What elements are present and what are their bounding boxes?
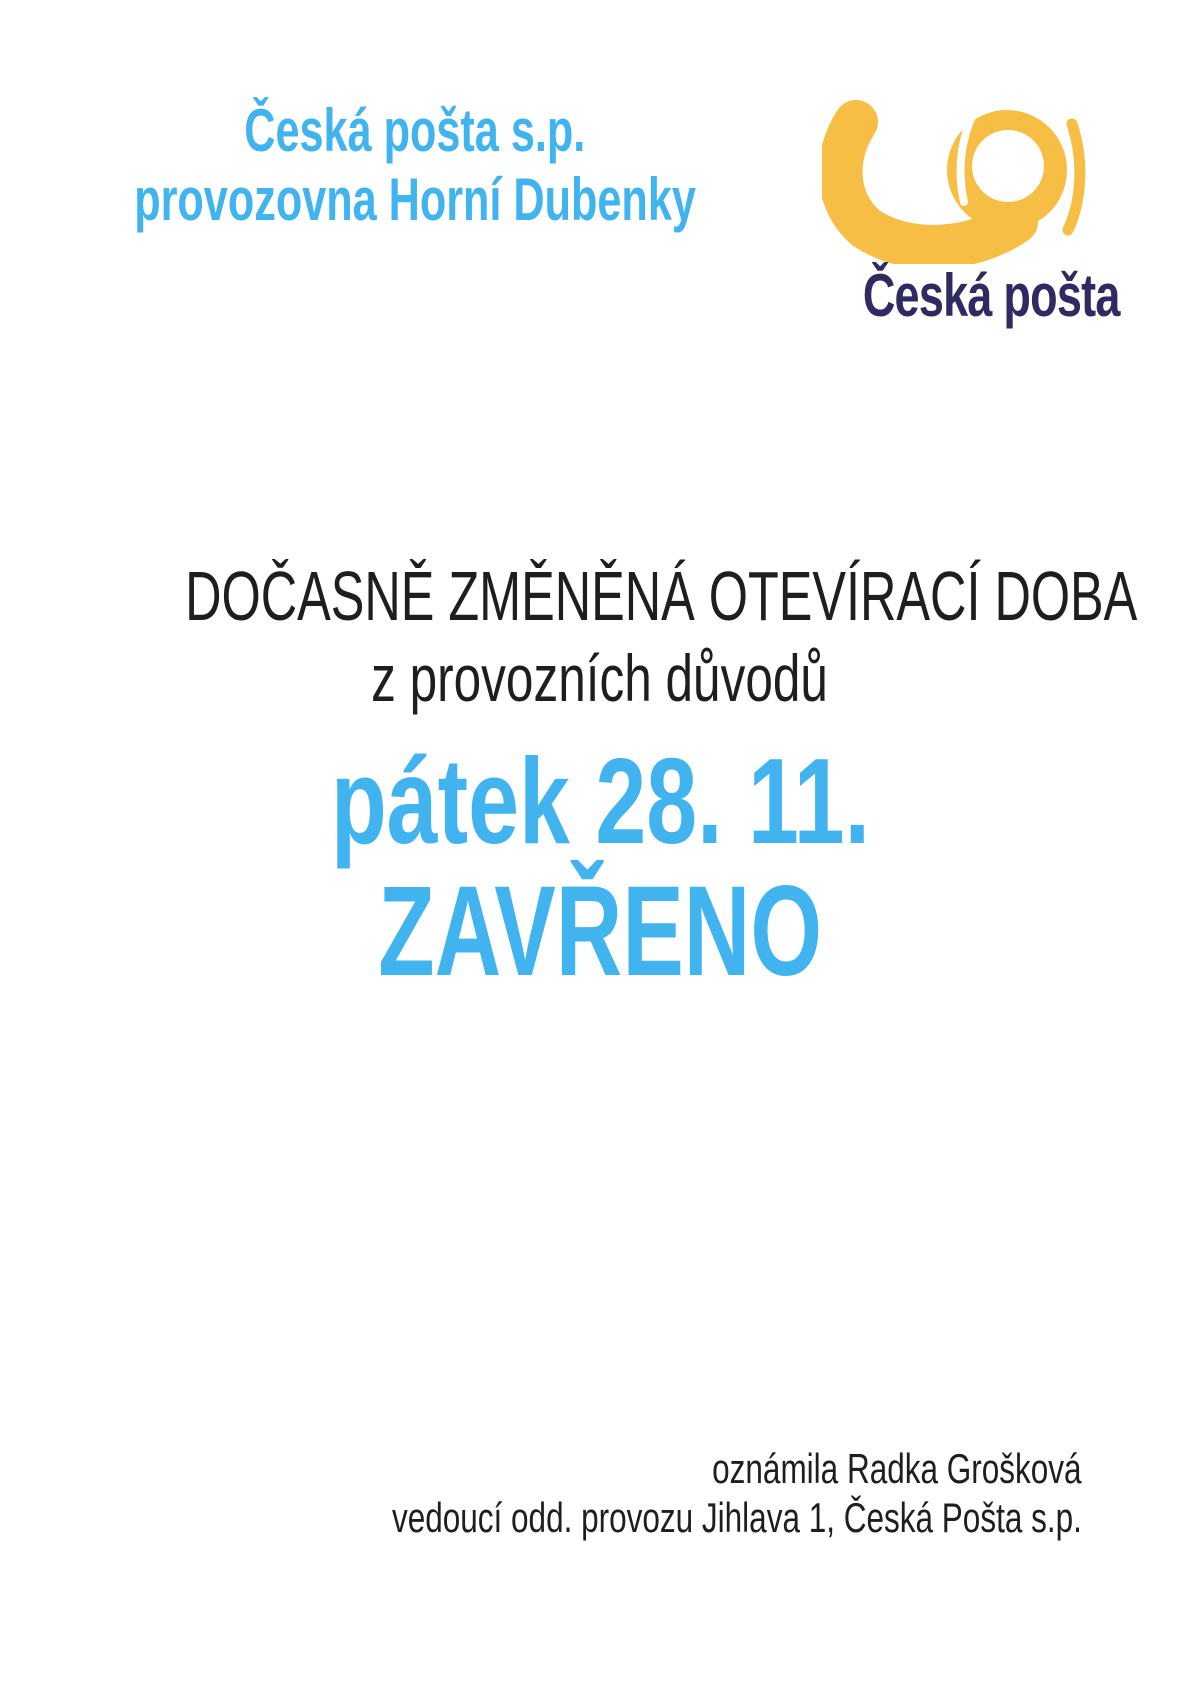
notice-heading: DOČASNĚ ZMĚNĚNÁ OTEVÍRACÍ DOBA: [185, 557, 1138, 635]
notice-subheading: z provozních důvodů: [371, 641, 829, 715]
post-horn-icon: [822, 100, 1094, 264]
ceska-posta-logo: [820, 100, 1120, 329]
footer-signature: [162, 1444, 1082, 1542]
notice-date: pátek 28. 11.: [330, 733, 870, 869]
logo-wordmark: Česká pošta: [862, 262, 1120, 329]
header-title-line1: Česká pošta s.p.: [244, 97, 586, 164]
footer-line2: vedoucí odd. provozu Jihlava 1, Česká Pošta s.p.: [392, 1494, 1082, 1542]
notice-status: ZAVŘENO: [378, 860, 822, 1003]
footer-line1: oznámila Radka Grošková: [712, 1445, 1082, 1492]
header-title: [0, 96, 830, 234]
header-title-line2: provozovna Horní Dubenky: [134, 166, 696, 233]
